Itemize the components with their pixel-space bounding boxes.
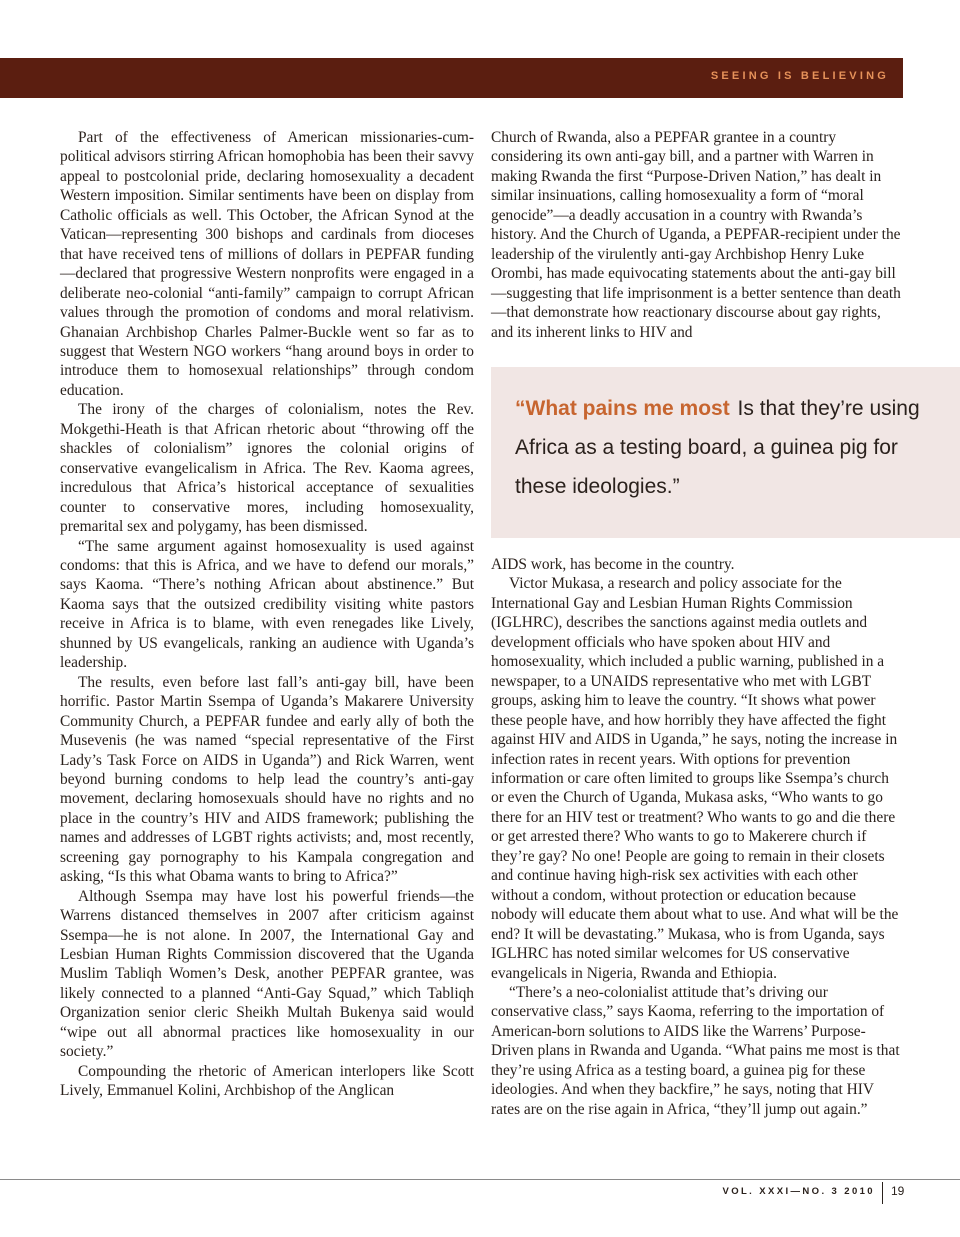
article-column-right-bottom [491,555,905,1119]
page-number: 19 [891,1184,905,1198]
article-paragraph: Victor Mukasa, a research and policy associate for the International Gay and Lesbian Human Rights Commission (IGLHRC), describes the sanctions against media outlets and development officials who have spoken about HIV and homosexuality, which included a public warning, published in a newspaper, to a UNAIDS representative who met with LGBT groups, asking him to leave the country. “It shows what power these people have, and how horribly they have affected the fight against HIV and AIDS in Uganda,” he says, noting the increase in infection rates in recent years. With options for prevention information or care often limited to groups like Ssempa’s church or even the Church of Uganda, Mukasa asks, “Who wants to go there for an HIV test or treatment? Who wants to go and die there or get arrested there? Who wants to go to Makerere church if they’re gay? No one! People are going to remain in their closets and continue having high-risk sex activities with each other without a condom, without protection or education because nobody will educate them about what to use. And what will be the end? It will be devastating.” Mukasa, who is from Uganda, says IGLHRC has noted similar welcomes for US conservative evangelicals in Nigeria, Rwanda and Ethiopia. [491,575,899,982]
article-column-right-top [491,128,905,342]
article-paragraph: The irony of the charges of colonialism, notes the Rev. Mokgethi-Heath is that African rhetoric about “throwing off the shackles of colonialism” ignores the colonial origins of conservative evangelicalism in Africa. The Rev. Kaoma agrees, incredulous that Africa’s historical acceptance of sexualities counter to conservative mores, including homosexuality, premarital sex and polygamy, has been dismissed. [60,401,474,536]
article-paragraph: Compounding the rhetoric of American interlopers like Scott Lively, Emmanuel Kolini, Archbishop of the Anglican [60,1062,474,1100]
footer-issue: VOL. XXXI—NO. 3 2010 [722,1186,875,1197]
article-paragraph: The results, even before last fall’s anti-gay bill, have been horrific. Pastor Martin Ssempa of Uganda’s Makarere University Community Church, a PEPFAR fundee and early ally of both the Musevenis (he was named “special representative of the First Lady’s Task Force on AIDS in Uganda”) and Rick Warren, went beyond burning condoms to help lead the country’s anti-gay movement, declaring homosexuals should have no rights and no place in the country’s HIV and AIDS framework; publishing the names and addresses of LGBT rights activists; and, most recently, screening gay pornography to his Kampala congregation and asking, “Is this what Obama wants to bring to Africa?” [60,673,474,886]
article-paragraph: Part of the effectiveness of American missionaries-cum-political advisors stirring African homophobia has been their savvy appeal to postcolonial pride, declaring homosexuality a decadent Western imposition. Similar sentiments have been on display from Catholic officials as well. This October, the African Synod at the Vatican—representing 300 bishops and cardinals from dioceses that have received tens of millions of dollars in PEPFAR funding—declared that progressive Western nonprofits were engaged in a deliberate neo-colonial “anti-family” campaign to corrupt African values through the promotion of condoms and moral relativism. Ghanaian Archbishop Charles Palmer-Buckle went so far as to suggest that Western NGO workers “hang around boys in order to introduce them to homosexual relationships” through condom education. [60,129,474,399]
pull-quote-lead: “What pains me most [515,397,730,420]
article-paragraph: “The same argument against homosexuality is used against condoms: that this is Africa, and we have to defend our morals,” says Kaoma. “There’s nothing African about abstinence.” But Kaoma says that the outsized credibility visiting white pastors receive in Africa is to blame, with even renegades like Lively, shunned by US evangelicals, ranking an audience with Uganda’s leadership. [60,537,474,672]
pull-quote-text [515,389,940,506]
pull-quote-rest: Is that they’re using Africa as a testing board, a guinea pig for these ideologies.” [515,397,920,498]
article-paragraph-continued: AIDS work, has become in the country. [491,556,735,573]
article-paragraph-continued: Church of Rwanda, also a PEPFAR grantee in a country considering its own anti-gay bill, and a partner with Warren in making Rwanda the first “Purpose-Driven Nation,” has dealt in similar insinuations, calling homosexuality a form of “moral genocide”—a deadly accusation in a country with Rwanda’s history. And the Church of Uganda, a PEPFAR-recipient under the leadership of the virulently anti-gay Archbishop Henry Luke Orombi, has made equivocating statements about the anti-gay bill—suggesting that life imprisonment is a better sentence than death—that demonstrate how reactionary discourse about gay rights, and its inherent links to HIV and [491,129,901,341]
article-paragraph: Although Ssempa may have lost his powerful friends—the Warrens distanced themselves in 2007 after criticism against Ssempa—he is not alone. In 2007, the International Gay and Lesbian Human Rights Commission discovered that the Uganda Muslim Tabliqh Women’s Desk, another PEPFAR grantee, was likely connected to a planned “Anti-Gay Squad,” which Tabliqh Organization senior cleric Sheikh Multah Bukenya said would “wipe out all abnormal practices like homosexuality in our society.” [60,887,474,1061]
article-column-left [60,128,474,1101]
footer-divider [882,1182,883,1204]
pull-quote [491,367,960,538]
footer-rule [0,1179,960,1180]
section-title: SEEING IS BELIEVING [710,70,889,82]
article-paragraph: “There’s a neo-colonialist attitude that’s driving our conservative class,” says Kaoma, referring to the importation of American-born solutions to AIDS like the Warrens’ Purpose-Driven plans in Rwanda and Uganda. “What pains me most is that they’re using Africa as a testing board, a guinea pig for these ideologies. And when they backfire,” he says, noting that HIV rates are on the rise again in Africa, “they’ll jump out again.” [491,983,900,1118]
section-header-band [0,58,903,98]
